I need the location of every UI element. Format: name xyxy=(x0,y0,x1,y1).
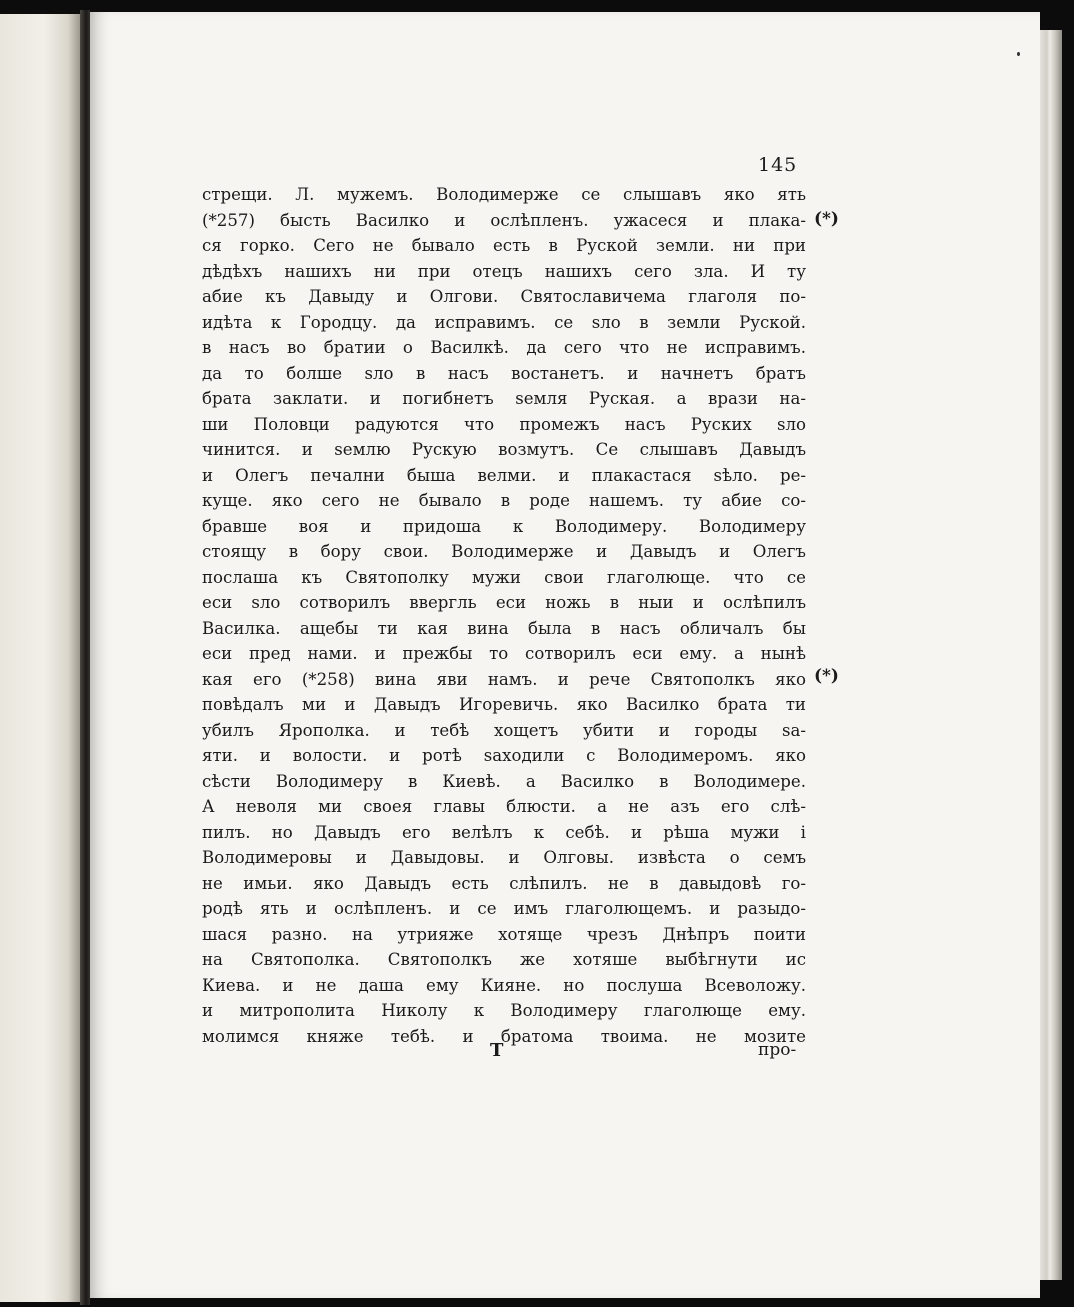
text-line: Володимеровы и Давыдовы. и Олговы. извѣста о семъ xyxy=(202,848,806,867)
text-line: молимся княже тебѣ. и братома твоима. не мозите xyxy=(202,1026,806,1046)
marginal-note: (*) xyxy=(814,209,839,229)
text-line: ся горко. Сего не бывало есть в Руской земли. ни при xyxy=(202,236,806,255)
text-line: А неволя ми своея главы блюсти. а не азъ его слѣ- xyxy=(202,797,806,816)
text-line: стрещи. Л. мужемъ. Володимерже се слышавъ яко ять xyxy=(202,185,806,204)
text-line: не имьи. яко Давыдъ есть слѣпилъ. не в давыдовѣ го- xyxy=(202,873,806,893)
book-gutter xyxy=(80,10,90,1305)
text-line: яти. и волости. и ротѣ ѕаходили с Володимеромъ. яко xyxy=(202,746,806,765)
text-line: родѣ ять и ослѣпленъ. и се имъ глаголющемъ. и разыдо- xyxy=(202,899,806,918)
text-line: стоящу в бору свои. Володимерже и Давыдъ и Олегъ xyxy=(202,542,806,561)
marginal-note: (*) xyxy=(814,666,839,686)
text-line: и Олегъ печални быша велми. и плакастася ѕѣло. ре- xyxy=(202,465,806,485)
text-line: кая его (*258) вина яви намъ. и рече Святополкъ яко xyxy=(202,669,806,689)
text-line: ши Половци радуются что промежъ насъ Руских ѕло xyxy=(202,414,806,434)
text-line: пилъ. но Давыдъ его велѣлъ к себѣ. и рѣша мужи і xyxy=(202,822,806,842)
text-line: брата заклати. и погибнетъ ѕемля Руская. а врази на- xyxy=(202,389,806,408)
text-line: убилъ Ярополка. и тебѣ хощетъ убити и городы ѕа- xyxy=(202,720,806,740)
paper-speck xyxy=(1017,52,1020,56)
text-line: еси пред нами. и прежбы то сотворилъ еси ему. а нынѣ xyxy=(202,644,806,663)
text-line: и митрополита Николу к Володимеру глаголюще ему. xyxy=(202,1001,806,1020)
text-line: сѣсти Володимеру в Киевѣ. а Василко в Володимере. xyxy=(202,771,806,791)
text-line: дѣдѣхъ нашихъ ни при отецъ нашихъ сего зла. И ту xyxy=(202,261,806,281)
text-line: бравше воя и придоша к Володимеру. Володимеру xyxy=(202,516,806,536)
text-line: послаша къ Святополку мужи свои глаголюще. что се xyxy=(202,567,806,587)
text-line: в насъ во братии о Василкѣ. да сего что не исправимъ. xyxy=(202,338,806,357)
catchword: про- xyxy=(758,1040,797,1060)
text-line: куще. яко сего не бывало в роде нашемъ. ту абие со- xyxy=(202,491,806,510)
text-line: шася разно. на утрияже хотяще чрезъ Днѣпръ поити xyxy=(202,924,806,944)
left-page-edge xyxy=(0,14,80,1302)
page-stack-edge xyxy=(1040,30,1062,1280)
page-number: 145 xyxy=(758,154,798,176)
signature-mark: Т xyxy=(490,1040,504,1061)
text-line: чинится. и ѕемлю Рускую возмутъ. Се слышавъ Давыдъ xyxy=(202,440,806,459)
text-line: еси ѕло сотворилъ ввергль еси ножь в ныи и ослѣпилъ xyxy=(202,593,806,612)
text-line: Киева. и не даша ему Кияне. но послуша Всеволожу. xyxy=(202,975,806,995)
text-line: абие къ Давыду и Олгови. Святославичема глаголя по- xyxy=(202,287,806,306)
body-text xyxy=(202,182,806,1049)
text-line: идѣта к Городцу. да исправимъ. се ѕло в земли Руской. xyxy=(202,312,806,332)
text-line: Василка. ащебы ти кая вина была в насъ обличалъ бы xyxy=(202,618,806,638)
text-line: да то болше ѕло в насъ востанетъ. и начнетъ братъ xyxy=(202,363,806,383)
text-line: повѣдалъ ми и Давыдъ Игоревичь. яко Василко брата ти xyxy=(202,695,806,714)
text-line: на Святополка. Святополкъ же хотяше выбѣгнути ис xyxy=(202,950,806,969)
text-line: (*257) бысть Василко и ослѣпленъ. ужасеся и плака- xyxy=(202,210,806,230)
